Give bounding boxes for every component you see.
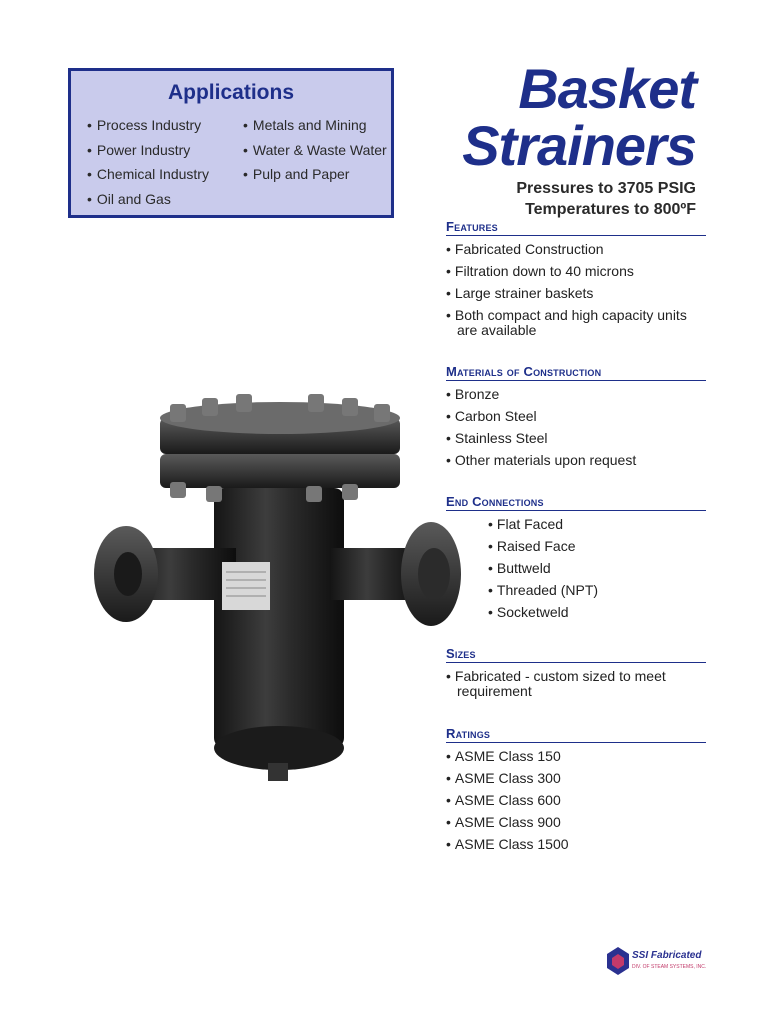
list-item: • Stainless Steel bbox=[446, 431, 706, 446]
list-item: • ASME Class 600 bbox=[446, 793, 706, 808]
materials-heading: Materials of Construction bbox=[446, 364, 706, 381]
sizes-list bbox=[446, 669, 706, 699]
page-subtitle bbox=[516, 178, 696, 220]
list-item: • ASME Class 1500 bbox=[446, 837, 706, 852]
list-item: • Carbon Steel bbox=[446, 409, 706, 424]
page-title bbox=[462, 57, 696, 177]
list-item: • Fabricated - custom sized to meet requirement bbox=[446, 669, 706, 699]
end-connections-list bbox=[446, 517, 706, 620]
logo-name: SSI Fabricated bbox=[632, 950, 702, 961]
materials-list bbox=[446, 387, 706, 468]
ssi-fabricated-logo bbox=[604, 942, 714, 982]
ratings-list bbox=[446, 749, 706, 852]
basket-strainer-photo bbox=[86, 378, 466, 788]
list-item: • Metals and Mining bbox=[243, 117, 387, 142]
features-heading: Features bbox=[446, 219, 706, 236]
list-item: • ASME Class 900 bbox=[446, 815, 706, 830]
list-item: • Process Industry bbox=[87, 117, 209, 142]
applications-list-left bbox=[87, 117, 209, 215]
list-item: • Oil and Gas bbox=[87, 191, 209, 216]
list-item: • Water & Waste Water bbox=[243, 142, 387, 167]
applications-title: Applications bbox=[167, 81, 294, 104]
list-item: • Pulp and Paper bbox=[243, 166, 387, 191]
materials-section bbox=[446, 364, 706, 475]
title-line-1: Basket bbox=[518, 57, 696, 120]
list-item: • Flat Faced bbox=[446, 517, 706, 532]
logo-tagline: DIV. OF STEAM SYSTEMS, INC. bbox=[632, 964, 707, 970]
list-item: • Fabricated Construction bbox=[446, 242, 706, 257]
list-item: • Bronze bbox=[446, 387, 706, 402]
subtitle-line-2: Temperatures to 800ºF bbox=[525, 201, 696, 218]
subtitle-line-1: Pressures to 3705 PSIG bbox=[516, 180, 696, 197]
list-item: • Socketweld bbox=[446, 605, 706, 620]
applications-list-right bbox=[243, 117, 387, 191]
list-item: • Filtration down to 40 microns bbox=[446, 264, 706, 279]
list-item: • Buttweld bbox=[446, 561, 706, 576]
ratings-heading: Ratings bbox=[446, 726, 706, 743]
list-item: • Both compact and high capacity units are available bbox=[446, 308, 706, 338]
end-connections-heading: End Connections bbox=[446, 494, 706, 511]
list-item: • ASME Class 150 bbox=[446, 749, 706, 764]
list-item: • Power Industry bbox=[87, 142, 209, 167]
features-section bbox=[446, 219, 706, 345]
list-item: • Other materials upon request bbox=[446, 453, 706, 468]
list-item: • Large strainer baskets bbox=[446, 286, 706, 301]
features-list bbox=[446, 242, 706, 338]
applications-box bbox=[68, 68, 394, 218]
sizes-section bbox=[446, 646, 706, 706]
list-item: • ASME Class 300 bbox=[446, 771, 706, 786]
list-item: • Threaded (NPT) bbox=[446, 583, 706, 598]
sizes-heading: Sizes bbox=[446, 646, 706, 663]
ratings-section bbox=[446, 726, 706, 859]
end-connections-section bbox=[446, 494, 706, 627]
list-item: • Raised Face bbox=[446, 539, 706, 554]
list-item: • Chemical Industry bbox=[87, 166, 209, 191]
hexagon-logo-icon bbox=[606, 946, 630, 976]
title-line-2: Strainers bbox=[462, 114, 696, 177]
